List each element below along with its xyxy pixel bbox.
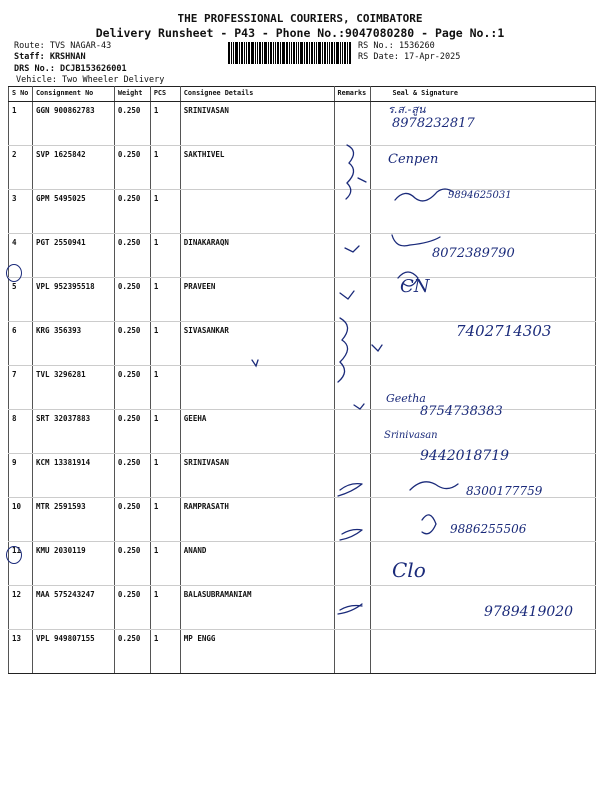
rs-date: RS Date: 17-Apr-2025: [358, 52, 461, 62]
cell-weight: 0.250: [114, 410, 150, 454]
tick-mark: [354, 404, 364, 409]
cell-sno: 9: [9, 454, 33, 498]
signature-phone-11: 9886255506: [450, 522, 527, 536]
cell-consignee: BALASUBRAMANIAM: [180, 586, 334, 630]
cell-sno: 2: [9, 146, 33, 190]
route-label: Route: TVS NAGAR-43: [14, 41, 112, 51]
tick-mark: [252, 360, 258, 366]
cell-weight: 0.250: [114, 146, 150, 190]
cell-consignment: MAA 575243247: [32, 586, 114, 630]
cell-weight: 0.250: [114, 278, 150, 322]
cell-sno: 11: [9, 542, 33, 586]
signature-phone-3: 9894625031: [448, 190, 512, 201]
cross-mark: [338, 604, 362, 614]
cell-pcs: 1: [150, 322, 180, 366]
runsheet-subtitle: Delivery Runsheet - P43 - Phone No.:9047080280 - Page No.:1: [95, 26, 505, 40]
cell-consignment: KMU 2030119: [32, 542, 114, 586]
cell-pcs: 1: [150, 410, 180, 454]
cell-weight: 0.250: [114, 630, 150, 674]
signature-phone-13: 9789419020: [484, 604, 574, 620]
cell-sno: 4: [9, 234, 33, 278]
drs-number: DRS No.: DCJB153626001: [14, 64, 127, 74]
signature-name-9: Srinivasan: [384, 430, 438, 441]
cell-pcs: 1: [150, 278, 180, 322]
cell-consignment: KCM 13381914: [32, 454, 114, 498]
cell-consignee: SRINIVASAN: [180, 454, 334, 498]
bracket-mark: [346, 145, 354, 199]
cell-weight: 0.250: [114, 190, 150, 234]
cell-pcs: 1: [150, 630, 180, 674]
cell-weight: 0.250: [114, 586, 150, 630]
circle-mark: [6, 546, 22, 564]
tick-mark: [340, 291, 354, 299]
cell-consignee: SRINIVASAN: [180, 102, 334, 146]
col-remarks: Remarks: [334, 87, 370, 102]
signature-phone-6: 7402714303: [456, 322, 552, 340]
signature-phone-1: 8978232817: [392, 116, 475, 131]
tick-mark: [345, 246, 359, 252]
col-pcs: PCS: [150, 87, 180, 102]
tick-mark: [358, 178, 366, 182]
cell-consignee: RAMPRASATH: [180, 498, 334, 542]
col-weight: Weight: [114, 87, 150, 102]
cell-sno: 6: [9, 322, 33, 366]
cell-consignee: SAKTHIVEL: [180, 146, 334, 190]
cell-consignee: GEEHA: [180, 410, 334, 454]
signature-phone-9: 9442018719: [420, 448, 510, 464]
cell-sno: 10: [9, 498, 33, 542]
cell-pcs: 1: [150, 586, 180, 630]
cell-consignee: MP ENGG: [180, 630, 334, 674]
signature-row-1: ร.ส.-สูน: [388, 103, 426, 116]
cell-pcs: 1: [150, 454, 180, 498]
cell-weight: 0.250: [114, 542, 150, 586]
cell-weight: 0.250: [114, 234, 150, 278]
cell-pcs: 1: [150, 234, 180, 278]
cell-sno: 12: [9, 586, 33, 630]
cell-weight: 0.250: [114, 454, 150, 498]
cell-consignment: VPL 949807155: [32, 630, 114, 674]
rs-number: RS No.: 1536260: [358, 41, 435, 51]
cell-pcs: 1: [150, 190, 180, 234]
cell-sno: 13: [9, 630, 33, 674]
cell-pcs: 1: [150, 542, 180, 586]
cell-sno: 7: [9, 366, 33, 410]
cross-mark: [338, 484, 362, 496]
cell-consignment: SRT 32037883: [32, 410, 114, 454]
cell-consignment: PGT 2550941: [32, 234, 114, 278]
cell-weight: 0.250: [114, 366, 150, 410]
col-consignment: Consignment No: [32, 87, 114, 102]
col-signature: Seal & Signature: [370, 87, 596, 102]
cell-pcs: 1: [150, 498, 180, 542]
company-title: THE PROFESSIONAL COURIERS, COIMBATORE: [177, 12, 423, 25]
signature-phone-10: 8300177759: [466, 484, 543, 498]
cell-weight: 0.250: [114, 498, 150, 542]
vehicle-label: Vehicle: Two Wheeler Delivery: [16, 75, 165, 85]
signature-phone-8: 8754738383: [420, 404, 503, 419]
cell-sno: 8: [9, 410, 33, 454]
signature-phone-4: 8072389790: [432, 246, 515, 261]
tick-mark: [372, 345, 382, 351]
scribble-mark: [395, 189, 453, 201]
scribble-mark: [422, 515, 436, 534]
cell-sno: 3: [9, 190, 33, 234]
signature-row-12: Clo: [392, 558, 426, 582]
cross-mark: [340, 530, 362, 541]
col-sno: S No: [9, 87, 33, 102]
cell-consignment: GPM 5495025: [32, 190, 114, 234]
bracket-mark: [338, 318, 348, 382]
cell-consignment: MTR 2591593: [32, 498, 114, 542]
signature-row-5: CN: [400, 276, 430, 297]
cell-consignee: SIVASANKAR: [180, 322, 334, 366]
cell-consignee: PRAVEEN: [180, 278, 334, 322]
cell-consignment: KRG 356393: [32, 322, 114, 366]
col-consignee: Consignee Details: [180, 87, 334, 102]
cell-consignment: TVL 3296281: [32, 366, 114, 410]
cell-pcs: 1: [150, 366, 180, 410]
staff-label: Staff: KRSHNAN: [14, 52, 86, 62]
cell-consignment: GGN 900862783: [32, 102, 114, 146]
cell-pcs: 1: [150, 146, 180, 190]
cell-weight: 0.250: [114, 322, 150, 366]
circle-mark: [6, 264, 22, 282]
scribble-mark: [392, 235, 440, 246]
cell-consignment: SVP 1625842: [32, 146, 114, 190]
cell-sno: 5: [9, 278, 33, 322]
signature-name-8: Geetha: [386, 392, 426, 405]
cell-consignee: DINAKARAQN: [180, 234, 334, 278]
cell-consignment: VPL 952395518: [32, 278, 114, 322]
signature-name-2: Cenpen: [388, 152, 439, 167]
scribble-mark: [410, 482, 458, 490]
cell-consignee: ANAND: [180, 542, 334, 586]
cell-weight: 0.250: [114, 102, 150, 146]
cell-pcs: 1: [150, 102, 180, 146]
cell-sno: 1: [9, 102, 33, 146]
